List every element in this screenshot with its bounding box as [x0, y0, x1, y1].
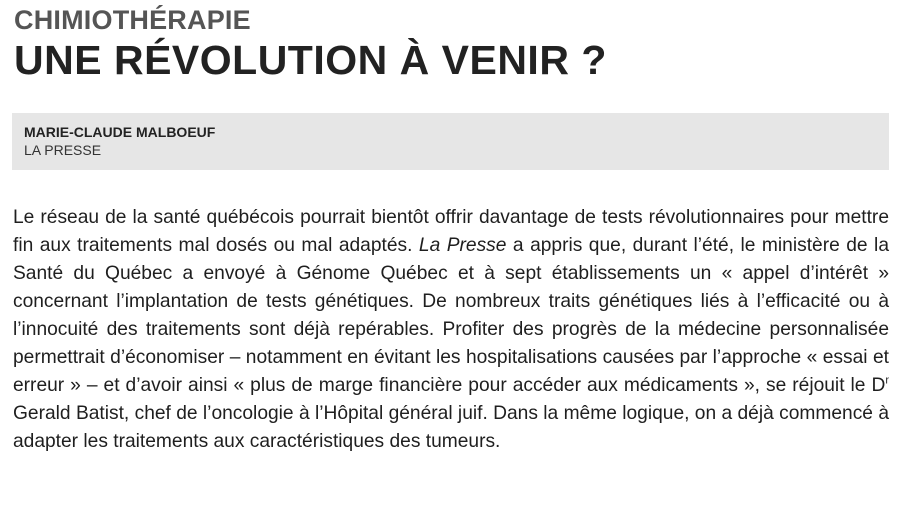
publication-name: LA PRESSE [24, 142, 102, 158]
body-text-part-2: a appris que, durant l’été, le ministère de la Santé du Québec a envoyé à Génome Québec et à sept établissements un « appel d’intérêt » concernant l’implantation de tests génétiques. De nombreux traits génétiques liés à l’efficacité ou à l’innocuité des traitements sont déjà repérables. Profiter des progrès de la médecine personnalisée permettrait d’économiser – notamment en évitant les hospitalisations causées par l’approche « essai et erreur » – et d’avoir ainsi « plus de marge financière pour accéder aux médicaments », se réjouit le D [13, 235, 889, 396]
publication-reference: La Presse [418, 235, 507, 256]
article-body [13, 204, 889, 456]
doctor-title-superscript: r [885, 374, 889, 387]
byline-box [12, 113, 889, 170]
article-header [14, 4, 894, 84]
body-text-part-1: Le réseau de la santé québécois pourrait bientôt offrir davantage de tests révolutionnaires pour mettre fin aux traitements mal dosés ou mal adaptés. [13, 207, 889, 256]
article-headline: UNE RÉVOLUTION À VENIR ? [14, 37, 607, 83]
body-text-part-3: Gerald Batist, chef de l’oncologie à l’Hôpital général juif. Dans la même logique, on a déjà commencé à adapter les traitements aux caractéristiques des tumeurs. [13, 403, 889, 452]
article-kicker: CHIMIOTHÉRAPIE [14, 5, 251, 35]
author-name: MARIE-CLAUDE MALBOEUF [24, 124, 216, 140]
